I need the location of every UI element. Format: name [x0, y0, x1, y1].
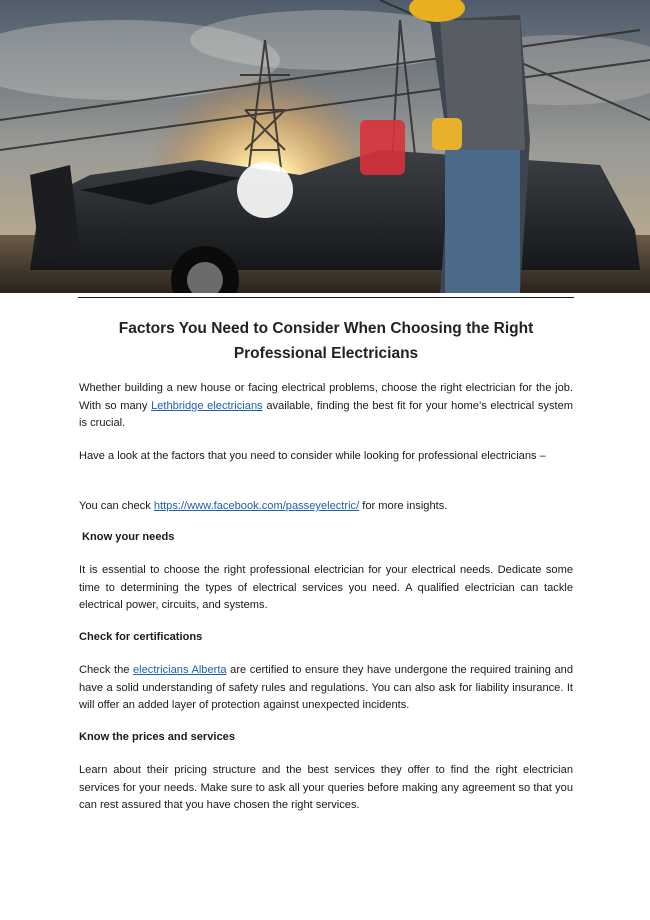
hero-illustration [0, 0, 650, 293]
heading-check-certifications: Check for certifications [79, 631, 203, 643]
check-paragraph: You can check https://www.facebook.com/passeyelectric/ for more insights. [79, 500, 448, 512]
heading-know-your-needs: Know your needs [82, 531, 175, 543]
certifications-paragraph: Check the electricians Alberta are certified to ensure they have undergone the required training and have a solid understanding of safety rules and regulations. You can also ask for liability insurance. It will offer an added layer of protection against unexpected incidents. [79, 664, 573, 712]
heading-prices-services: Know the prices and services [79, 731, 235, 743]
lethbridge-electricians-link[interactable]: Lethbridge electricians [151, 399, 263, 412]
hero-image [0, 0, 650, 293]
title-line-2: Professional Electricians [233, 345, 419, 362]
title-line-1: Factors You Need to Consider When Choosing the Right [118, 320, 534, 337]
intro-paragraph: Whether building a new house or facing electrical problems, choose the right electrician for the job. With so many Lethbridge electricians available, finding the best fit for your home’s electrical system is crucial. [79, 382, 573, 430]
electricians-alberta-link[interactable]: electricians Alberta [133, 664, 227, 676]
look-paragraph: Have a look at the factors that you need to consider while looking for professional electricians – [79, 450, 546, 462]
needs-paragraph: It is essential to choose the right professional electrician for your electrical needs. Dedicate some time to determining the types of electrical services you need. A qualified electrician can tackle electrical power, circuits, and systems. [79, 564, 573, 612]
article-title [78, 316, 574, 366]
facebook-link[interactable]: https://www.facebook.com/passeyelectric/ [153, 500, 360, 512]
prices-paragraph: Learn about their pricing structure and the best services they offer to find the right electrician services for your needs. Make sure to ask all your queries before making any agreement so that you can rest assured that you have chosen the right services. [79, 764, 573, 812]
title-rule [78, 297, 574, 298]
